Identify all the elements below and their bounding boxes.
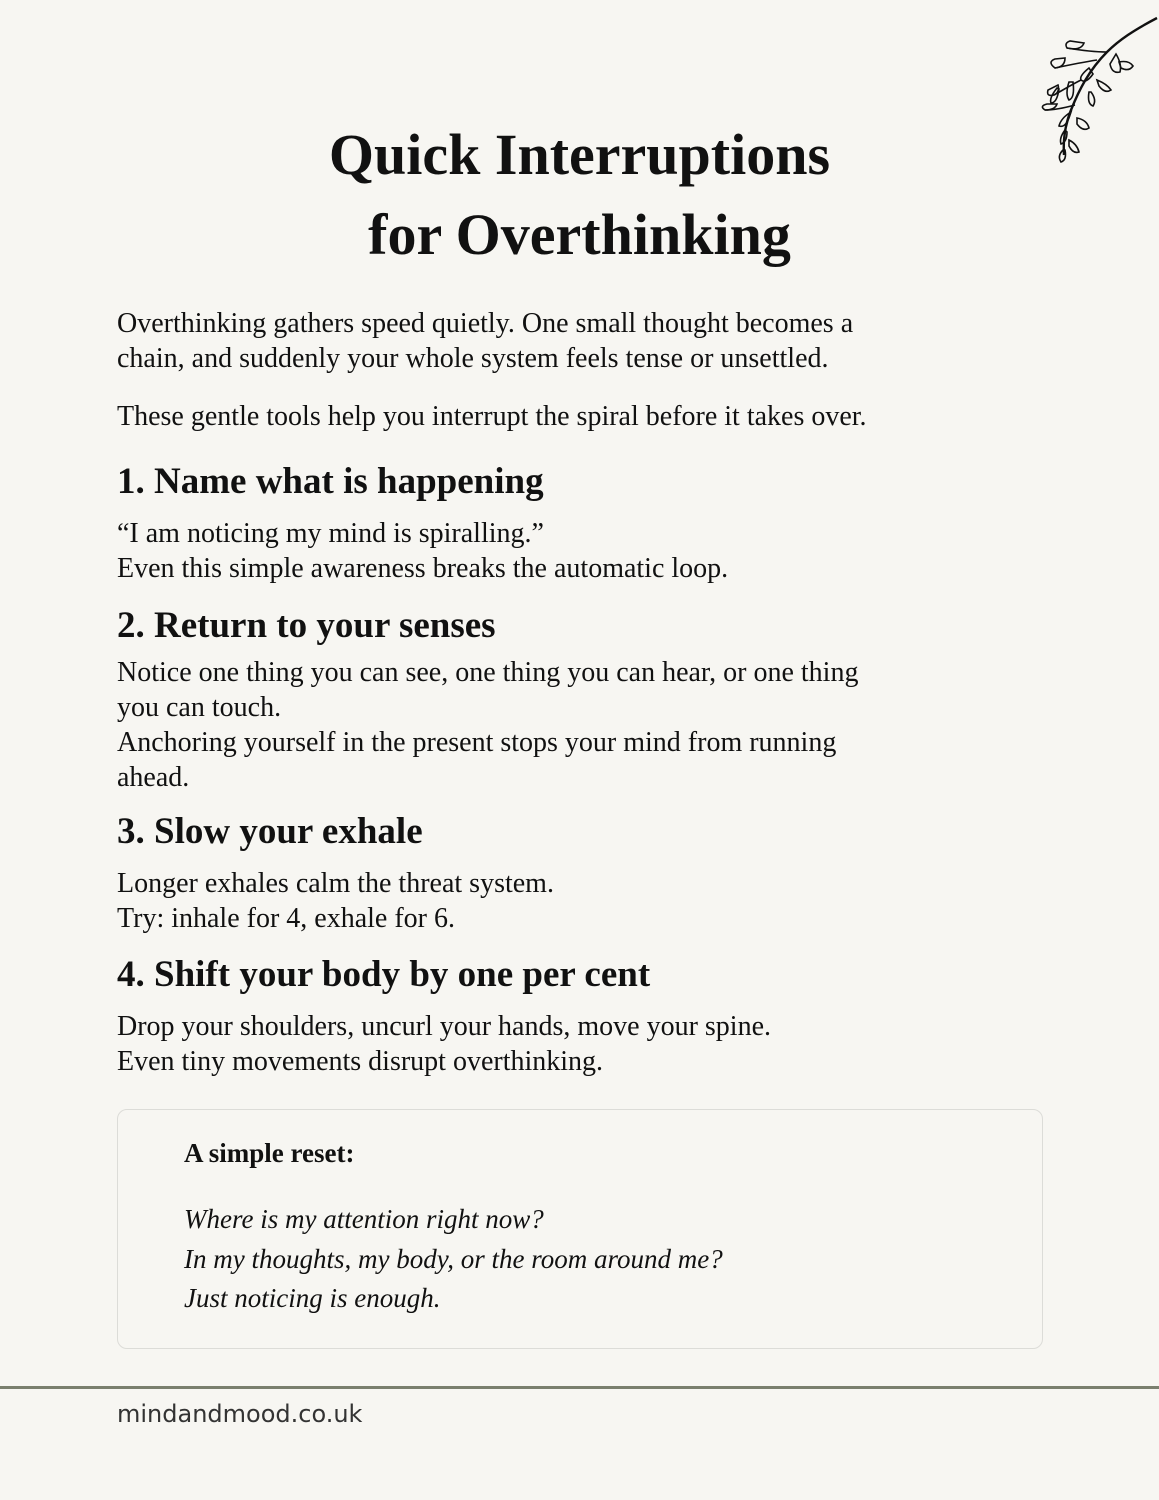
section-body-1: “I am noticing my mind is spiralling.” Even this simple awareness breaks the automatic loop. — [117, 518, 729, 584]
reset-line: In my thoughts, my body, or the room around me? — [184, 1243, 723, 1274]
section-body-3: Longer exhales calm the threat system. Try: inhale for 4, exhale for 6. — [117, 868, 554, 934]
section-body-4: Drop your shoulders, uncurl your hands, move your spine. Even tiny movements disrupt overthinking. — [117, 1011, 772, 1077]
title-line-2: for Overthinking — [368, 202, 791, 267]
section-heading-3: 3. Slow your exhale — [117, 811, 423, 852]
footer-website: mindandmood.co.uk — [117, 1400, 363, 1428]
section-heading-4: 4. Shift your body by one per cent — [117, 954, 651, 995]
section-heading-2: 2. Return to your senses — [117, 605, 496, 646]
reset-prompts — [184, 1200, 723, 1319]
reset-line: Where is my attention right now? — [184, 1204, 544, 1234]
section-body-2: Notice one thing you can see, one thing you can hear, or one thing you can touch. Anchoring yourself in the present stops your mind from running ahead. — [117, 657, 859, 793]
intro-paragraph-2: These gentle tools help you interrupt the spiral before it takes over. — [117, 401, 867, 432]
section-heading-1: 1. Name what is happening — [117, 461, 544, 502]
reset-label: A simple reset: — [184, 1138, 355, 1168]
reset-line: Just noticing is enough. — [184, 1283, 441, 1313]
footer-divider — [0, 1386, 1159, 1389]
intro-paragraph: Overthinking gathers speed quietly. One small thought becomes a chain, and suddenly your whole system feels tense or unsettled. — [117, 308, 854, 374]
title-line-1: Quick Interruptions — [328, 122, 831, 187]
page-title — [0, 115, 1159, 275]
